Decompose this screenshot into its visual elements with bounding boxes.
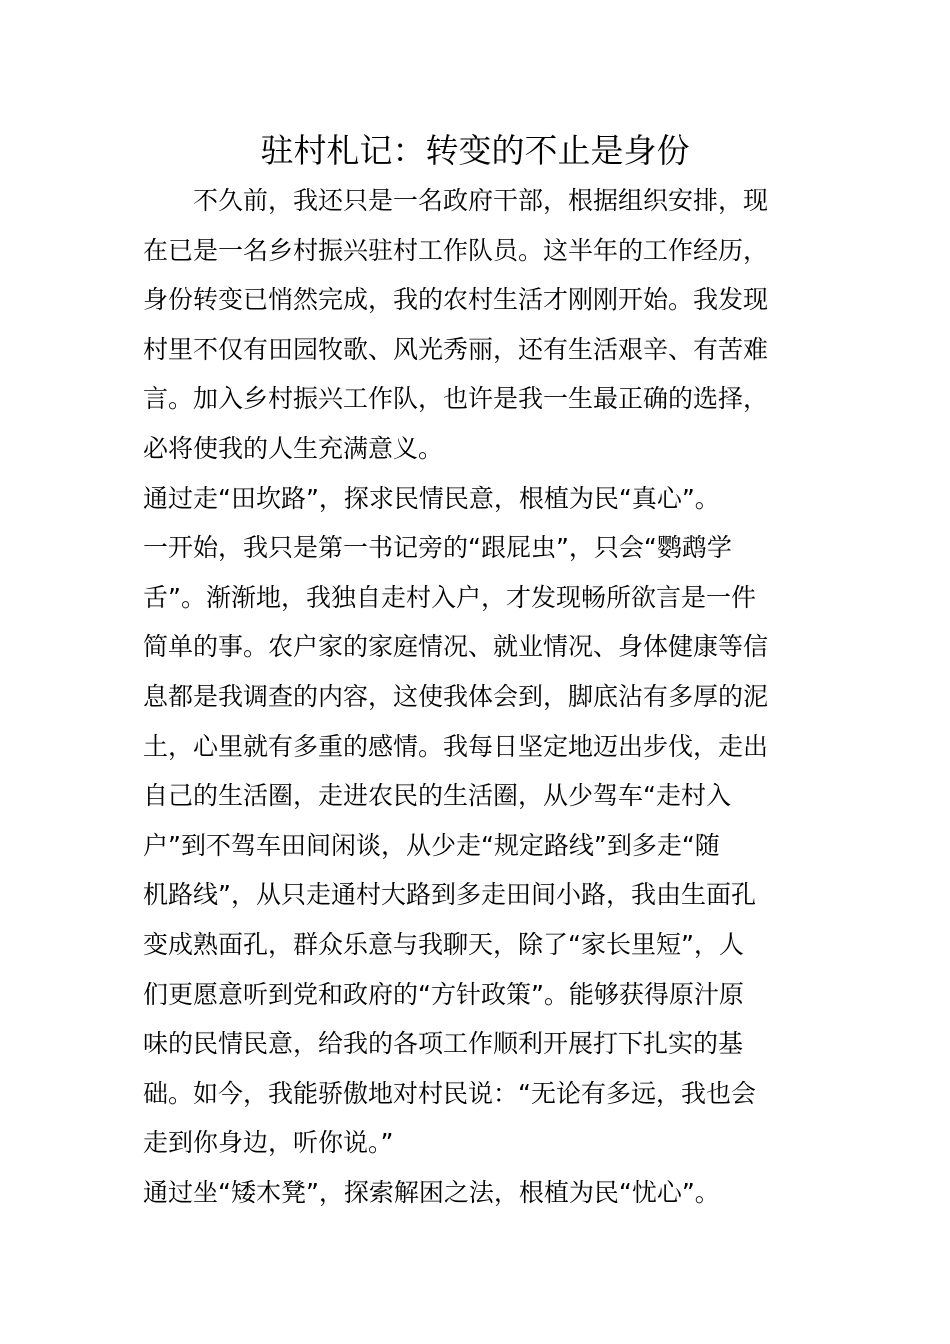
text-line: 础。如今，我能骄傲地对村民说：“无论有多远，我也会: [143, 1078, 756, 1108]
document-title: 驻村札记：转变的不止是身份: [260, 131, 690, 170]
text-line: 必将使我的人生充满意义。: [143, 433, 444, 463]
text-line: 走到你身边，听你说。”: [143, 1128, 394, 1158]
text-line: 通过坐“矮木凳”，探索解困之法，根植为民“忧心”。: [143, 1177, 720, 1207]
document-body: [143, 176, 823, 1217]
text-line: 村里不仅有田园牧歌、风光秀丽，还有生活艰辛、有苦难: [143, 334, 769, 364]
text-line: 一开始，我只是第一书记旁的“跟屁虫”，只会“鹦鹉学: [143, 533, 732, 563]
text-line: 土，心里就有多重的感情。我每日坚定地迈出步伐，走出: [143, 731, 769, 761]
text-line: 舌”。渐渐地，我独自走村入户，才发现畅所欲言是一件: [143, 582, 756, 612]
text-line: 机路线”，从只走通村大路到多走田间小路，我由生面孔: [143, 880, 756, 910]
text-line: 户”到不驾车田间闲谈，从少走“规定路线”到多走“随: [143, 830, 720, 860]
text-line: 味的民情民意，给我的各项工作顺利开展打下扎实的基: [143, 1029, 744, 1059]
text-line: 言。加入乡村振兴工作队，也许是我一生最正确的选择，: [143, 384, 769, 414]
text-line: 通过走“田坎路”，探求民情民意，根植为民“真心”。: [143, 483, 720, 513]
text-line: 在已是一名乡村振兴驻村工作队员。这半年的工作经历，: [143, 235, 769, 265]
text-line: 息都是我调查的内容，这使我体会到，脚底沾有多厚的泥: [143, 681, 769, 711]
text-line: 身份转变已悄然完成，我的农村生活才刚刚开始。我发现: [143, 285, 769, 315]
text-line: 自己的生活圈，走进农民的生活圈，从少驾车“走村入: [143, 781, 731, 811]
text-line: 简单的事。农户家的家庭情况、就业情况、身体健康等信: [143, 632, 769, 662]
text-line: 变成熟面孔，群众乐意与我聊天，除了“家长里短”，人: [143, 929, 744, 959]
text-line: 不久前，我还只是一名政府干部，根据组织安排，现: [143, 186, 769, 215]
text-line: 们更愿意听到党和政府的“方针政策”。能够获得原汁原: [143, 979, 744, 1009]
